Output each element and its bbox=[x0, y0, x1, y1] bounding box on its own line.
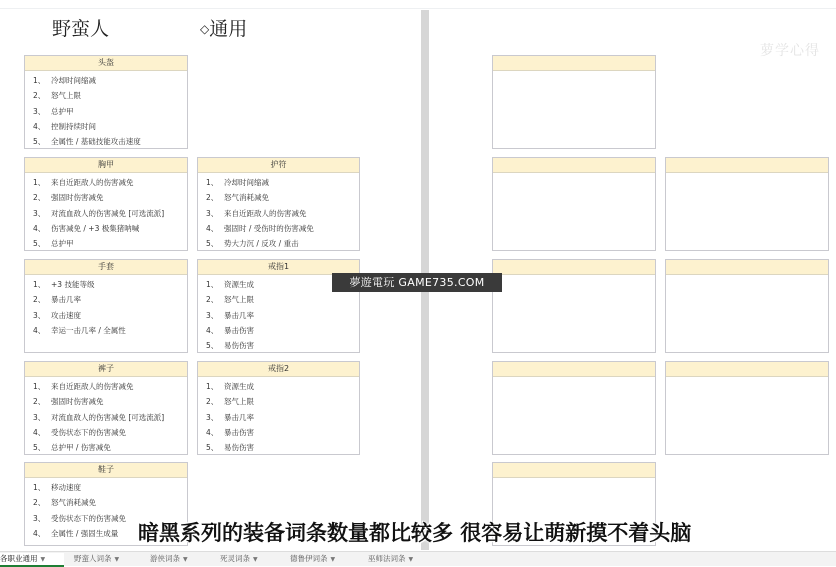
card-header: 手套 bbox=[25, 260, 187, 275]
affix-item: 1、 冷却时间缩减 bbox=[33, 76, 96, 85]
card-header bbox=[666, 260, 828, 275]
affix-item: 1、 冷却时间缩减 bbox=[206, 178, 269, 187]
affix-item: 3、 来自近距敌人的伤害减免 bbox=[206, 208, 307, 218]
sheet-tab-label: 野蛮人词条 bbox=[74, 554, 112, 563]
top-divider bbox=[0, 8, 836, 9]
affix-item: 3、 暴击几率 bbox=[206, 310, 254, 320]
affix-item: 2、 怒气消耗减免 bbox=[206, 193, 269, 203]
affix-item: 5、 总护甲 bbox=[33, 239, 74, 249]
affix-item: 5、 全属性 / 基础技能攻击速度 bbox=[33, 137, 141, 147]
affix-item: 3、 受伤状态下的伤害减免 bbox=[33, 513, 126, 523]
sheet-tab-label: 各职业通用 bbox=[0, 554, 38, 563]
sheet-tab-label: 德鲁伊词条 bbox=[290, 554, 328, 563]
affix-list bbox=[198, 377, 359, 455]
affix-item: 3、 暴击几率 bbox=[206, 412, 254, 422]
gear-card-gloves bbox=[24, 259, 188, 353]
sheet-tab[interactable] bbox=[290, 553, 352, 565]
affix-list bbox=[25, 275, 187, 338]
affix-item: 1、 资源生成 bbox=[206, 280, 254, 289]
gear-card-chest bbox=[24, 157, 188, 251]
card-header bbox=[493, 362, 655, 377]
video-subtitle: 暗黑系列的装备词条数量都比较多 很容易让萌新摸不着头脑 bbox=[138, 521, 692, 545]
affix-item: 1、 资源生成 bbox=[206, 382, 254, 391]
affix-item: 4、 受伤状态下的伤害减免 bbox=[33, 427, 126, 437]
gear-card-amulet bbox=[197, 157, 360, 251]
affix-item: 1、 来自近距敌人的伤害减免 bbox=[33, 178, 134, 187]
empty-card bbox=[665, 361, 829, 455]
sheet-tab[interactable] bbox=[150, 553, 204, 565]
sheet-tab[interactable] bbox=[368, 553, 434, 565]
card-header: 裤子 bbox=[25, 362, 187, 377]
page-title-general-text: 通用 bbox=[209, 18, 248, 40]
gear-card-ring2 bbox=[197, 361, 360, 455]
sheet-tab-label: 游侠词条 bbox=[150, 554, 180, 563]
card-header bbox=[493, 56, 655, 71]
affix-item: 4、 幸运一击几率 / 全属性 bbox=[33, 325, 126, 335]
affix-item: 4、 全属性 / 强固生成量 bbox=[33, 528, 119, 538]
affix-item: 4、 强固时 / 受伤时的伤害减免 bbox=[206, 223, 314, 233]
empty-card bbox=[492, 157, 656, 251]
chevron-down-icon[interactable]: ▼ bbox=[253, 556, 258, 563]
card-header bbox=[666, 362, 828, 377]
diamond-icon: ◇ bbox=[200, 22, 210, 36]
card-header bbox=[493, 463, 655, 478]
affix-item: 3、 对流血敌人的伤害减免 [可选流派] bbox=[33, 412, 165, 422]
card-header bbox=[666, 158, 828, 173]
sheet-tab[interactable] bbox=[220, 553, 274, 565]
affix-item: 3、 攻击速度 bbox=[33, 310, 81, 320]
gear-card-helmet bbox=[24, 55, 188, 149]
affix-item: 2、 怒气上限 bbox=[206, 295, 254, 305]
empty-card bbox=[492, 259, 656, 353]
empty-card bbox=[665, 157, 829, 251]
card-header bbox=[493, 158, 655, 173]
corner-watermark: 萝学心得 bbox=[760, 43, 820, 59]
affix-item: 4、 暴击伤害 bbox=[206, 427, 254, 437]
affix-item: 4、 伤害减免 / +3 极集猪呐喊 bbox=[33, 223, 140, 233]
card-header: 鞋子 bbox=[25, 463, 187, 478]
card-header: 胸甲 bbox=[25, 158, 187, 173]
affix-list bbox=[25, 173, 187, 251]
card-header: 戒指1 bbox=[198, 260, 359, 275]
card-header: 头盔 bbox=[25, 56, 187, 71]
page-title-class: 野蛮人 bbox=[52, 18, 110, 40]
affix-item: 5、 总护甲 / 伤害减免 bbox=[33, 443, 111, 453]
chevron-down-icon[interactable]: ▼ bbox=[183, 556, 188, 563]
chevron-down-icon[interactable]: ▼ bbox=[114, 556, 120, 563]
sheet-tab-label: 死灵词条 bbox=[220, 554, 250, 563]
affix-item: 4、 控制持续时间 bbox=[33, 121, 96, 131]
chevron-down-icon[interactable]: ▼ bbox=[408, 556, 414, 563]
gear-card-pants bbox=[24, 361, 188, 455]
affix-item: 4、 暴击伤害 bbox=[206, 325, 254, 335]
affix-item: 5、 易伤伤害 bbox=[206, 341, 254, 351]
card-header: 戒指2 bbox=[198, 362, 359, 377]
empty-card bbox=[665, 259, 829, 353]
affix-item: 5、 势大力沉 / 反攻 / 重击 bbox=[206, 239, 299, 249]
empty-card bbox=[492, 361, 656, 455]
chevron-down-icon[interactable]: ▼ bbox=[40, 556, 46, 563]
affix-list bbox=[25, 71, 187, 149]
affix-item: 2、 强固时伤害减免 bbox=[33, 193, 104, 203]
card-header bbox=[493, 260, 655, 275]
chevron-down-icon[interactable]: ▼ bbox=[330, 556, 336, 563]
sheet-tab-label: 巫师法词条 bbox=[368, 554, 406, 563]
affix-item: 5、 易伤伤害 bbox=[206, 443, 254, 453]
sheet-tab-bar bbox=[0, 551, 836, 566]
affix-item: 2、 强固时伤害减免 bbox=[33, 397, 104, 407]
watermark-badge: 夢遊電玩 GAME735.COM bbox=[332, 273, 502, 292]
card-header: 护符 bbox=[198, 158, 359, 173]
affix-item: 1、 来自近距敌人的伤害减免 bbox=[33, 382, 134, 391]
affix-item: 1、 +3 技能等级 bbox=[33, 280, 95, 289]
affix-item: 1、 移动速度 bbox=[33, 483, 81, 492]
affix-item: 2、 怒气消耗减免 bbox=[33, 498, 96, 508]
affix-item: 3、 对流血敌人的伤害减免 [可选流派] bbox=[33, 208, 165, 218]
page-title-general bbox=[200, 14, 247, 41]
affix-item: 2、 怒气上限 bbox=[206, 397, 254, 407]
sheet-tab[interactable] bbox=[74, 553, 138, 565]
affix-item: 3、 总护甲 bbox=[33, 106, 74, 116]
affix-item: 2、 怒气上限 bbox=[33, 91, 81, 101]
affix-item: 2、 暴击几率 bbox=[33, 295, 81, 305]
affix-list bbox=[198, 173, 359, 251]
affix-list bbox=[25, 377, 187, 455]
empty-card bbox=[492, 55, 656, 149]
